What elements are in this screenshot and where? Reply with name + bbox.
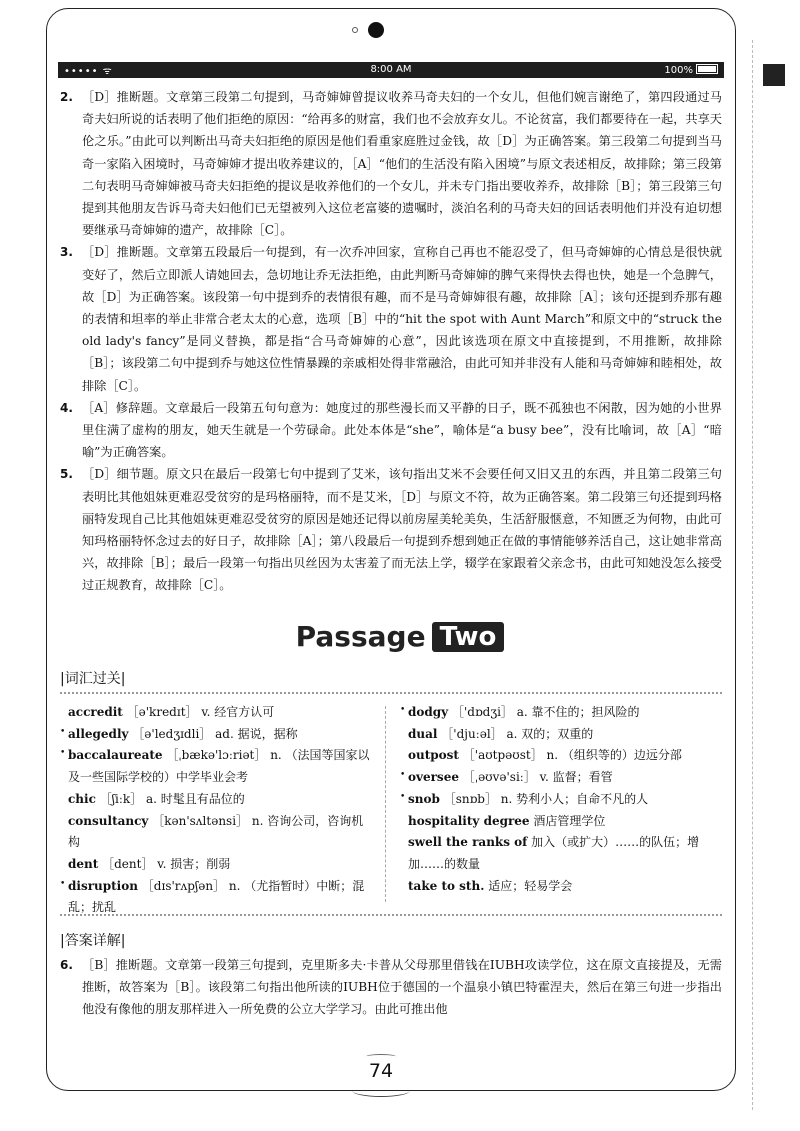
item-text: ［D］推断题。文章第三段第二句提到，马奇婶婶曾提议收养马奇夫妇的一个女儿，但他们婉言谢绝了，第四段通过马奇夫妇所说的话表明了他们拒绝的原因：“给再多的财富，我们也不会放弃女儿。不论贫富，我们都要待在一起，共享天伦之乐。”由此可以判断出马奇夫妇拒绝的原因是他们看重家庭胜过金钱，故［D］为正确答案。第三段第二句提到当马奇一家陷入困境时，马奇婶婶才提出收养建议的，［A］“他们的生活没有陷入困境”与原文表述相反，故排除；第三段第二句表明马奇婶婶被马奇夫妇拒绝的提议是收养他们的一个女儿，并未专门指出要收养乔，故排除［B］；第三段第三句提到其他朋友告诉马奇夫妇他们已无望被列入这位老富婆的遗嘱时，淡泊名利的马奇夫妇的回话表明他们并没有迫切想要继承马奇婶婶的遗产，故排除［C］。 xyxy=(82,90,722,238)
vocab-entry xyxy=(400,789,722,811)
vocab-word: accredit xyxy=(68,705,123,719)
battery-label: 100% xyxy=(664,65,693,76)
vocab-definition: ［kən'sʌltənsi］ n. 咨询公司，咨询机构 xyxy=(68,813,364,850)
battery-indicator xyxy=(664,64,718,76)
vocab-definition: ［ə'ledʒɪdli］ ad. 据说，据称 xyxy=(128,726,298,741)
vocab-definition: ［snɒb］ n. 势利小人；自命不凡的人 xyxy=(439,791,649,806)
vocab-entry xyxy=(60,702,370,724)
answer-item-6 xyxy=(60,954,722,1021)
vocab-word: swell the ranks of xyxy=(408,835,528,850)
camera-icon xyxy=(368,22,384,38)
vocab-section-title: |词汇过关| xyxy=(60,671,126,687)
vocab-entry xyxy=(400,811,722,833)
vocab-definition: ［'dɒdʒi］ a. 靠不住的；担风险的 xyxy=(448,705,640,719)
answer-explanations-part2 xyxy=(60,954,722,1021)
status-bar xyxy=(58,62,724,78)
vocab-word: consultancy xyxy=(68,813,149,828)
margin-guide xyxy=(752,40,754,1110)
vocab-word: dent xyxy=(68,856,99,871)
vocab-word: hospitality degree xyxy=(408,813,530,828)
vocab-word: dodgy xyxy=(408,705,449,719)
item-text: ［D］细节题。原文只在最后一段第七句中提到了艾米，该句指出艾米不会要任何又旧又丑的东西，并且第二段第三句表明比其他姐妹更难忍受贫穷的是玛格丽特，而不是艾米，［D］与原文不符，故为正确答案。第二段第三句还提到玛格丽特发现自己比其他姐妹更难忍受贫穷的原因是她还记得以前房屋美轮美奂，生活舒服惬意，不知匮乏为何物，由此可知玛格丽特怀念过去的好日子，故排除［A］；第八段最后一句提到乔想到她正在做的事情能够养活自己，这让她非常高兴，故排除［B］；最后一段第一句指出贝丝因为太害羞了而无法上学，辍学在家跟着父亲念书，由此可知她没怎么接受过正规教育，故排除［C］。 xyxy=(82,467,722,593)
vocab-word: disruption xyxy=(68,878,138,893)
vocab-definition: ［ʃiːk］ a. 时髦且有品位的 xyxy=(95,791,245,806)
vocab-word: chic xyxy=(68,791,96,806)
answer-item-5 xyxy=(60,463,722,596)
vocab-definition: ［ə'kredɪt］ v. 经官方认可 xyxy=(122,705,275,719)
vocab-definition: ［dent］ v. 损害；削弱 xyxy=(98,856,231,871)
vocab-definition: 适应；轻易学会 xyxy=(484,878,573,893)
page-ornament-bottom xyxy=(352,1084,410,1097)
sensor-icon xyxy=(352,27,358,33)
side-tab-marker xyxy=(763,64,785,86)
vocab-entry xyxy=(60,789,370,811)
star-icon: • xyxy=(60,878,66,889)
vocab-definition: ［ˌəʊvə'siː］ v. 监督；看管 xyxy=(458,770,613,785)
battery-icon xyxy=(696,64,718,74)
answer-item-3 xyxy=(60,241,722,396)
item-number: 5. xyxy=(60,467,73,482)
passage-number-badge: Two xyxy=(432,622,505,652)
vocab-entry xyxy=(60,724,370,746)
divider xyxy=(60,692,722,694)
vocab-entry xyxy=(400,702,722,724)
vocab-entry xyxy=(400,767,722,789)
star-icon: • xyxy=(60,748,66,759)
vocab-entry xyxy=(60,811,370,854)
item-number: 3. xyxy=(60,245,73,260)
page-ornament-top xyxy=(366,1054,396,1059)
vocab-word: take to sth. xyxy=(408,878,485,893)
answers-section-title: |答案详解| xyxy=(60,933,126,949)
item-text: ［B］推断题。文章第一段第三句提到，克里斯多夫·卡普从父母那里借钱在IUBH攻读学位，这在原文直接提及，无需推断，故答案为［B］。该段第二句指出他所读的IUBH位于德国的一个温泉小镇巴特霍涅夫，然后在第三句进一步指出他没有像他的朋友那样进入一所免费的公立大学学习。由此可推出他 xyxy=(82,958,722,1017)
vocab-definition: 加入（或扩大）……的队伍；增加……的数量 xyxy=(408,835,700,871)
vocab-word: snob xyxy=(408,791,440,806)
divider xyxy=(60,914,722,916)
vocab-word: allegedly xyxy=(68,726,129,741)
vocab-word: dual xyxy=(408,726,438,741)
vocab-column-left xyxy=(60,702,370,919)
vocab-list xyxy=(60,702,722,915)
vocab-entry xyxy=(400,876,722,898)
vocab-definition: 酒店管理学位 xyxy=(529,813,606,828)
passage-heading xyxy=(0,620,800,653)
item-text: ［A］修辞题。文章最后一段第五句句意为：她度过的那些漫长而又平静的日子，既不孤独也不闲散，因为她的小世界里住满了虚构的朋友，她天生就是一个劳碌命。此处本体是“she”，喻体是“a busy bee”，没有比喻词，故［A］“暗喻”为正确答案。 xyxy=(82,400,722,460)
vocab-entry xyxy=(60,745,370,788)
page-number: 74 xyxy=(368,1060,394,1082)
vocab-entry xyxy=(60,876,370,919)
answer-item-4 xyxy=(60,397,722,464)
signal-icon: ••••• ᯤ xyxy=(64,66,113,77)
vocab-definition: ［'aʊtpəʊst］ n. （组织等的）边远分部 xyxy=(458,748,682,763)
vocab-entry xyxy=(400,724,722,746)
clock: 8:00 AM xyxy=(370,64,412,75)
item-number: 4. xyxy=(60,400,73,415)
answer-item-2 xyxy=(60,86,722,241)
vocab-entry xyxy=(400,745,722,767)
star-icon: • xyxy=(400,705,406,715)
star-icon: • xyxy=(400,791,406,802)
answer-explanations-part1 xyxy=(60,86,722,597)
column-divider xyxy=(385,706,386,902)
star-icon: • xyxy=(400,770,406,781)
vocab-definition: ［dɪs'rʌpʃən］ n. （尤指暂时）中断；混乱；扰乱 xyxy=(68,878,365,915)
vocab-definition: ［'djuːəl］ a. 双的；双重的 xyxy=(437,726,594,741)
vocab-definition: ［ˌbækə'lɔːriət］ n. （法国等国家以及一些国际学校的）中学毕业会考 xyxy=(68,748,370,785)
vocab-entry xyxy=(400,832,722,875)
vocab-word: baccalaureate xyxy=(68,748,163,763)
passage-title: Passage xyxy=(295,620,426,653)
star-icon: • xyxy=(60,726,66,737)
item-number: 6. xyxy=(60,958,73,972)
vocab-word: outpost xyxy=(408,748,459,763)
vocab-word: oversee xyxy=(408,770,459,785)
vocab-column-right xyxy=(400,702,722,897)
vocab-entry xyxy=(60,854,370,876)
item-text: ［D］推断题。文章第五段最后一句提到，有一次乔冲回家，宣称自己再也不能忍受了，但马奇婶婶的心情总是很快就变好了，然后立即派人请她回去，急切地让乔无法拒绝，由此判断马奇婶婶的脾气来得快去得也快，她是一个急脾气，故［D］为正确答案。该段第一句中提到乔的表情很有趣，而不是马奇婶婶很有趣，故排除［A］；该句还提到乔那有趣的表情和坦率的举止非常合老太太的心意，选项［B］中的“hit the spot with Aunt March”和原文中的“struck the old lady's fancy”是同义替换，都是指“合马奇婶婶的心意”，因此该选项在原文中直接提到，不用推断，故排除［B］；该段第二句中提到乔与她这位性情暴躁的亲戚相处得非常融洽，由此可知并非没有人能和马奇婶婶和睦相处，故排除［C］。 xyxy=(82,245,722,393)
item-number: 2. xyxy=(60,90,73,104)
